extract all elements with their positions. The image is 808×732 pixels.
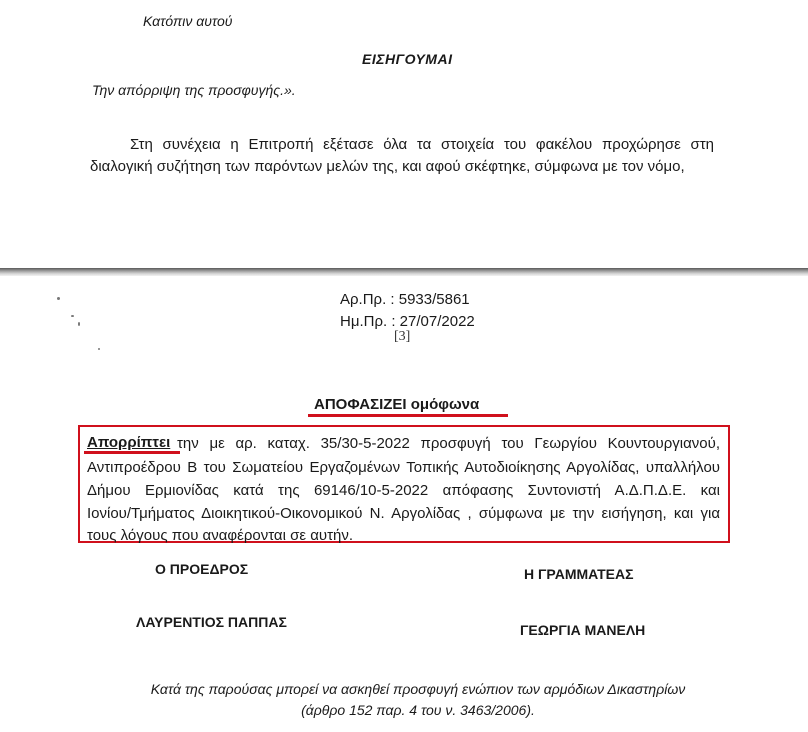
decision-line-4: Ιονίου/Τμήματος Διοικητικού-Οικονομικού Ν. Αργολίδας , σύμφωνα με την εισήγηση, και για <box>87 505 720 522</box>
footer-appeal-line-2: (άρθρο 152 παρ. 4 του ν. 3463/2006). <box>301 702 535 718</box>
decision-title: ΑΠΟΦΑΣΙΖΕΙ ομόφωνα <box>314 396 480 413</box>
footer-appeal-line-1: Κατά της παρούσας μπορεί να ασκηθεί προσφυγή ενώπιον των αρμόδιων Δικαστηρίων <box>150 681 686 697</box>
katopin-text: Κατόπιν αυτού <box>143 13 233 29</box>
president-title: Ο ΠΡΟΕΔΡΟΣ <box>155 561 249 577</box>
paragraph-line-2: διαλογική συζήτηση των παρόντων μελών της, και αφού σκέφτηκε, σύμφωνα με τον νόμο, <box>90 158 685 175</box>
scan-page-divider <box>0 268 808 276</box>
decision-line-3: Δήμου Ερμιονίδας κατά της 69146/10-5-2022 απόφασης Συντονιστή Α.Δ.Π.Δ.Ε. και <box>87 482 720 499</box>
top-page-scan <box>0 0 808 268</box>
decision-line-2: Αντιπροέδρου Β του Σωματείου Εργαζομένων Τοπικής Αυτοδιοίκησης Αργολίδας, υπαλλήλου <box>87 459 720 476</box>
eisigoumai-heading: ΕΙΣΗΓΟΥΜΑΙ <box>362 51 453 67</box>
decision-line-1: την με αρ. καταχ. 35/30-5-2022 προσφυγή του Γεωργίου Κουντουργιανού, <box>177 435 720 452</box>
decision-line-5: τους λόγους που αναφέρονται σε αυτήν. <box>87 527 354 544</box>
president-name: ΛΑΥΡΕΝΤΙΟΣ ΠΑΠΠΑΣ <box>136 614 287 630</box>
decision-first-word: Απορρίπτει <box>87 434 171 451</box>
secretary-name: ΓΕΩΡΓΙΑ ΜΑΝΕΛΗ <box>520 622 646 638</box>
first-word-underline <box>84 451 180 454</box>
ar-pr-number: Αρ.Πρ. : 5933/5861 <box>340 291 470 308</box>
decision-title-underline <box>308 414 508 417</box>
aporripsi-quote: Την απόρριψη της προσφυγής.». <box>92 82 296 98</box>
paragraph-line-1: Στη συνέχεια η Επιτροπή εξέτασε όλα τα στοιχεία του φακέλου προχώρησε στη <box>130 136 714 153</box>
secretary-title: Η ΓΡΑΜΜΑΤΕΑΣ <box>524 566 634 582</box>
page-number: [3] <box>394 329 411 344</box>
im-pr-date: Ημ.Πρ. : 27/07/2022 <box>340 313 475 330</box>
